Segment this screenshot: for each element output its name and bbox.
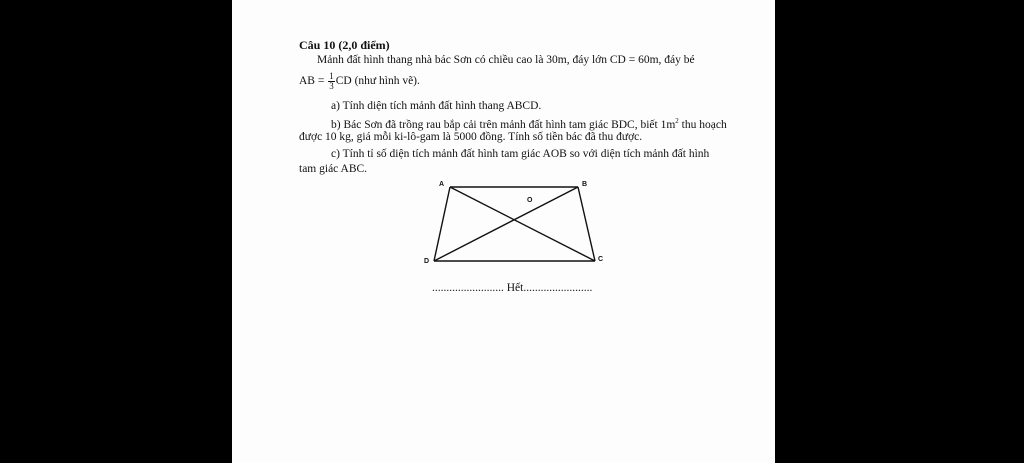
end-marker: ......................... Hết........................ <box>432 282 593 294</box>
label-o: O <box>527 197 533 204</box>
document-page <box>232 0 775 463</box>
diagonal-bd <box>434 187 578 261</box>
segment-da <box>434 187 450 261</box>
segment-bc <box>578 187 595 261</box>
label-c: C <box>598 256 604 263</box>
part-c-line-2: tam giác ABC. <box>299 163 368 175</box>
part-c-line-1: c) Tính tỉ số diện tích mảnh đất hình tam giác AOB so với diện tích mảnh đất hình <box>331 148 710 160</box>
diagonal-ac <box>450 187 595 261</box>
intro-line-2-rest: CD (như hình vẽ). <box>335 75 420 87</box>
intro-line-1: Mảnh đất hình thang nhà bác Sơn có chiều cao là 30m, đáy lớn CD = 60m, đáy bé <box>317 54 695 66</box>
fraction-denominator: 3 <box>329 80 334 91</box>
fraction-one-third <box>328 72 335 91</box>
label-a: A <box>439 181 445 188</box>
label-d: D <box>424 258 430 265</box>
part-b-text: b) Bác Sơn đã trồng rau bắp cải trên mảnh đất hình tam giác BDC, biết 1m <box>331 118 676 131</box>
part-a: a) Tính diện tích mảnh đất hình thang ABCD. <box>331 100 542 112</box>
trapezoid-figure <box>422 178 612 270</box>
intro-line-2 <box>299 69 420 93</box>
superscript-2: 2 <box>675 117 679 125</box>
part-b-text-end: thu hoạch <box>678 118 727 131</box>
part-b-line-2: được 10 kg, giá mỗi ki-lô-gam là 5000 đồng. Tính số tiền bác đã thu được. <box>299 131 643 143</box>
fraction-numerator: 1 <box>329 70 334 81</box>
question-title: Câu 10 (2,0 điểm) <box>299 38 390 52</box>
label-b: B <box>582 181 588 188</box>
ab-label: AB = <box>299 75 325 87</box>
